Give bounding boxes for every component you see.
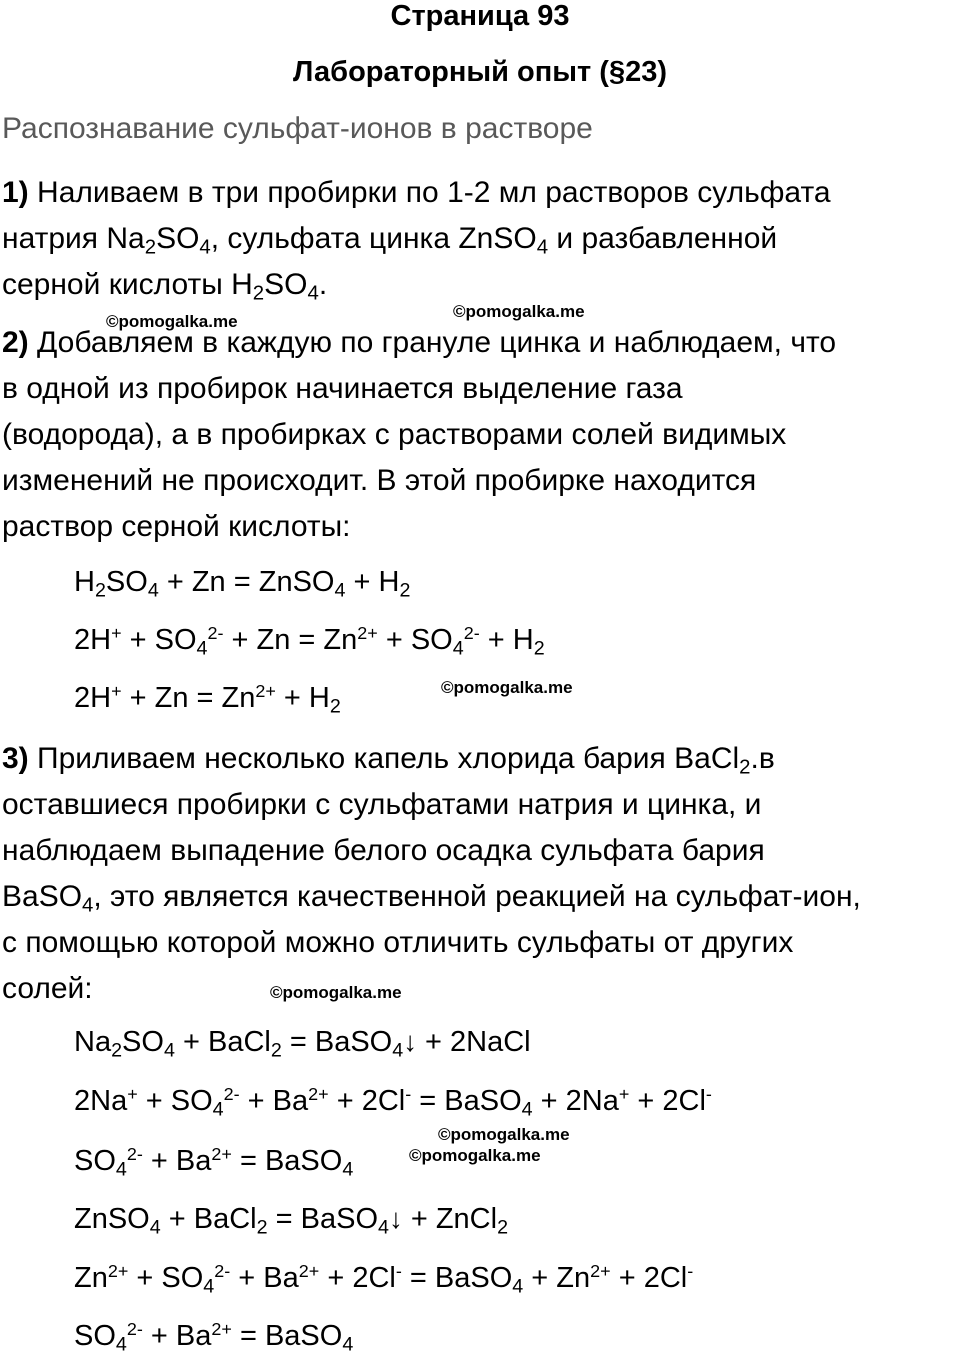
watermark: ©pomogalka.me [438, 1125, 570, 1144]
equation: $2H^+ + Zn = Zn^{2+} + H_2$ [74, 681, 341, 718]
subtitle: Распознавание сульфат-ионов в растворе [2, 112, 593, 145]
section-title: Лабораторный опыт (§23) [292, 56, 668, 88]
watermark: ©pomogalka.me [453, 302, 585, 321]
equation: $Zn^{2+} + SO_4^{2-} + Ba^{2+} + 2Cl^-$ = BaSO$_4$ + $Zn^{2+} + 2Cl^-$ [74, 1261, 694, 1298]
watermark: ©pomogalka.me [441, 678, 573, 697]
watermark: ©pomogalka.me [270, 983, 402, 1002]
page-title: Страница 93 [390, 0, 570, 32]
step2-paragraph: 2) Добавляем в каждую по грануле цинка и наблюдаем, что в одной из пробирок начинается выделение газа (водорода), а в пробирках с растворами солей видимых изменений не происходит. В этой пробирке находится раствор серной кислоты: [2, 326, 837, 543]
step2-number: 2) [2, 326, 29, 359]
equation: $2H^+ + SO_4^{2-} + Zn = Zn^{2+} + SO_4^{2-} + H_2$ [74, 623, 545, 660]
equation: $H_2SO_4 + Zn$ = ZnSO$_4$ + $H_2$ [74, 566, 411, 602]
step3-paragraph: 3) Приливаем несколько капель хлорида бария BaCl$_2$.в оставшиеся пробирки с сульфатами натрия и цинка, и наблюдаем выпадение белого осадка сульфата бария BaSO$_4$, это является качественной реакцией на сульфат-ион, с помощью которой можно отличить сульфаты от других солей: [2, 742, 861, 1005]
watermark: ©pomogalka.me [409, 1146, 541, 1165]
step1-paragraph: 1) Наливаем в три пробирки по 1-2 мл растворов сульфата натрия $Na_2SO_4$, сульфата цинка ZnSO$_4$ и разбавленной серной кислоты $H_2SO_4$. [2, 176, 831, 305]
equation: $Na_2SO_4$ + BaCl$_2$ = BaSO$_4$↓ + 2NaCl [74, 1026, 531, 1062]
equation: ZnSO$_4$ + BaCl$_2$ = BaSO$_4$↓ + ZnCl$_2$ [74, 1203, 509, 1239]
step1-number: 1) [2, 176, 29, 209]
step3-number: 3) [2, 742, 29, 775]
equation: $SO_4^{2-} + Ba^{2+}$ = BaSO$_4$ [74, 1319, 354, 1356]
equation: $SO_4^{2-} + Ba^{2+}$ = BaSO$_4$ [74, 1144, 354, 1181]
equation: $2Na^+ + SO_4^{2-} + Ba^{2+} + 2Cl^-$ = BaSO$_4$ + 2Na+ + 2Cl- [74, 1084, 712, 1121]
watermark: ©pomogalka.me [106, 312, 238, 331]
